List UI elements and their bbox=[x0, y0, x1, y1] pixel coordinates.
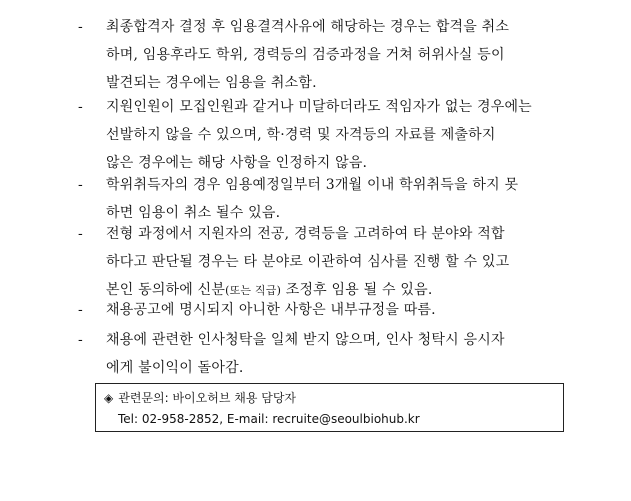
notice-line: 발견되는 경우에는 임용을 취소함. bbox=[106, 75, 317, 91]
list-dash: - bbox=[78, 99, 83, 115]
contact-box bbox=[95, 383, 564, 432]
notice-line: 하면 임용이 취소 될수 있음. bbox=[106, 205, 281, 221]
notice-small-text: (또는 직급) bbox=[225, 284, 282, 297]
notice-item bbox=[78, 13, 586, 97]
notice-line: 선발하지 않을 수 있으며, 학·경력 및 자격등의 자료를 제출하지 bbox=[106, 127, 496, 143]
notice-line: 전형 과정에서 지원자의 전공, 경력등을 고려하여 타 분야와 적합 bbox=[106, 226, 505, 242]
list-dash: - bbox=[78, 177, 83, 193]
list-dash: - bbox=[78, 332, 83, 348]
notice-text: 본인 동의하에 신분 bbox=[106, 282, 226, 298]
notice-line: 하며, 임용후라도 학위, 경력등의 검증과정을 거쳐 허위사실 등이 bbox=[106, 47, 505, 63]
notice-line: 학위취득자의 경우 임용예정일부터 3개월 이내 학위취득을 하지 못 bbox=[106, 177, 519, 193]
notice-item bbox=[78, 296, 586, 324]
notice-item bbox=[78, 93, 586, 177]
list-dash: - bbox=[78, 226, 83, 242]
notice-item bbox=[78, 326, 586, 382]
notice-line: 최종합격자 결정 후 임용결격사유에 해당하는 경우는 합격을 취소 bbox=[106, 19, 510, 35]
notice-line: 지원인원이 모집인원과 같거나 미달하더라도 적임자가 없는 경우에는 bbox=[106, 99, 532, 115]
list-dash: - bbox=[78, 302, 83, 318]
notice-line: 에게 불이익이 돌아감. bbox=[106, 360, 244, 376]
diamond-bullet-icon: ◈ bbox=[104, 391, 114, 405]
notice-item bbox=[78, 220, 586, 305]
contact-heading-row bbox=[104, 387, 553, 409]
notice-line: 채용공고에 명시되지 아니한 사항은 내부규정을 따름. bbox=[106, 302, 436, 318]
contact-detail: Tel: 02-958-2852, E-mail: recruite@seoulbiohub.kr bbox=[118, 412, 420, 426]
notice-line: 하다고 판단될 경우는 타 분야로 이관하여 심사를 진행 할 수 있고 bbox=[106, 254, 510, 270]
list-dash: - bbox=[78, 19, 83, 35]
notice-item bbox=[78, 171, 586, 227]
notice-line: 채용에 관련한 인사청탁을 일체 받지 않으며, 인사 청탁시 응시자 bbox=[106, 332, 505, 348]
notice-text: 조정후 임용 될 수 있음. bbox=[281, 282, 433, 298]
contact-heading: 관련문의: 바이오허브 채용 담당자 bbox=[118, 391, 297, 405]
notice-line: 않은 경우에는 해당 사항을 인정하지 않음. bbox=[106, 155, 368, 171]
